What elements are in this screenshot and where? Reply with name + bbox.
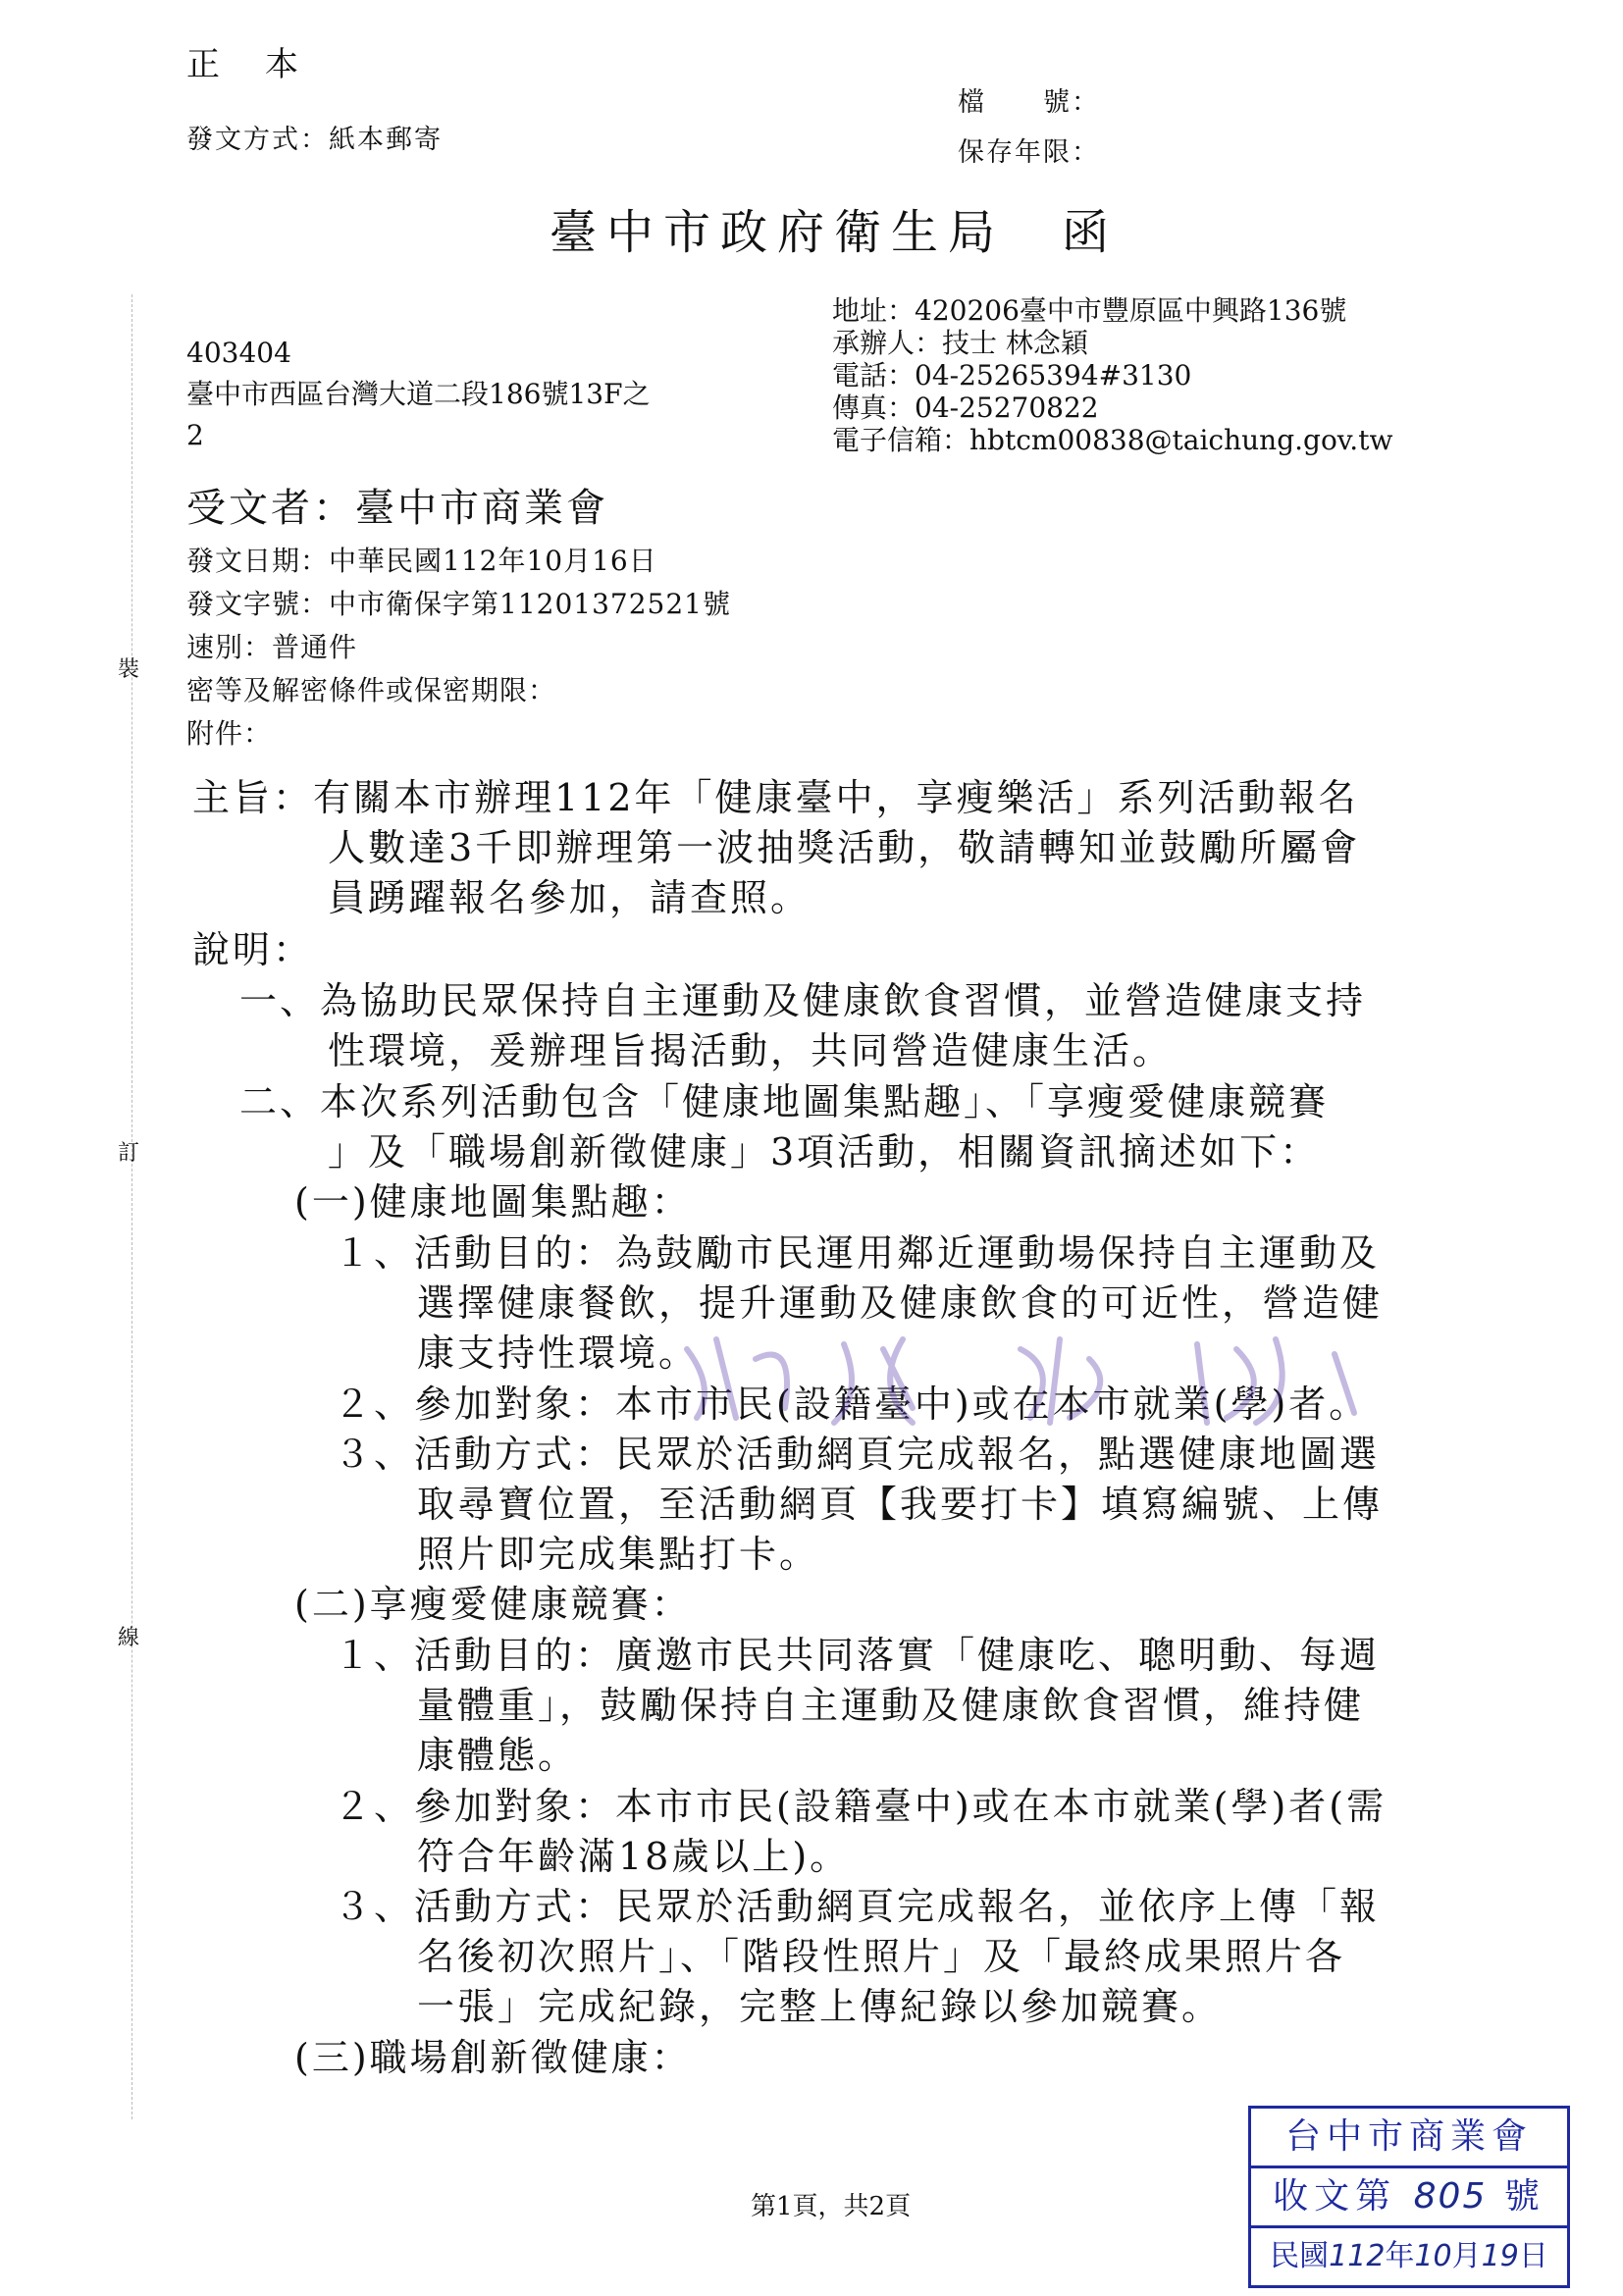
stamp-year: 112 (1329, 2239, 1386, 2273)
recipient-address-line2: 2 (186, 419, 204, 451)
stamp-day: 19 (1481, 2239, 1519, 2273)
subject-line-2: 人數達3千即辦理第一波抽獎活動，敬請轉知並鼓勵所屬會 (328, 826, 1361, 869)
receipt-stamp (1248, 2106, 1570, 2288)
recipient-address-line1: 臺中市西區台灣大道二段186號13F之 (186, 378, 651, 410)
stamp-receipt-prefix: 收文第 (1273, 2176, 1397, 2217)
section-2-item-2-line-1: ２、參加對象：本市市民(設籍臺中)或在本市就業(學)者(需 (334, 1785, 1387, 1828)
document-number: 發文字號：中市衛保字第11201372521號 (186, 588, 731, 620)
speed-class: 速別：普通件 (186, 631, 358, 663)
section-1-item-3-line-3: 照片即完成集點打卡。 (417, 1533, 820, 1576)
official-seal-impression (648, 1320, 1393, 1437)
section-1-item-1-line-3: 康支持性環境。 (417, 1331, 700, 1375)
section-2-item-1-line-3: 康體態。 (417, 1734, 579, 1777)
section-2-item-1-line-2: 量體重」，鼓勵保持自主運動及健康飲食習慣，維持健 (417, 1684, 1365, 1727)
section-2-item-3-line-3: 一張」完成紀錄，完整上傳紀錄以參加競賽。 (417, 1985, 1223, 2028)
binding-line (131, 294, 132, 2119)
dispatch-method: 發文方式：紙本郵寄 (186, 125, 443, 155)
stamp-receipt-number-row (1251, 2166, 1567, 2225)
section-2-item-2-line-2: 符合年齡滿18歲以上)。 (417, 1835, 851, 1878)
document-title: 臺中市政府衛生局 函 (550, 205, 1120, 260)
recipient: 受文者：臺中市商業會 (186, 486, 608, 531)
section-1-item-3-line-2: 取尋寶位置，至活動網頁【我要打卡】填寫編號、上傳 (417, 1483, 1384, 1526)
retention-label: 保存年限： (958, 137, 1100, 168)
explanation-2-line-2: 」及「職場創新徵健康」3項活動，相關資訊摘述如下： (328, 1130, 1321, 1174)
section-1-item-2-line-1: ２、參加對象：本市市民(設籍臺中)或在本市就業(學)者。 (334, 1383, 1370, 1426)
copy-label: 正 本 (186, 45, 304, 84)
recipient-postal-code: 403404 (186, 337, 291, 369)
handler: 承辦人：技士 林念穎 (832, 327, 1088, 359)
page-number: 第1頁，共2頁 (751, 2192, 912, 2221)
section-3-title: (三)職場創新徵健康： (294, 2036, 692, 2079)
stamp-date-prefix: 民國 (1270, 2239, 1330, 2273)
attachment: 附件： (186, 717, 273, 750)
stamp-month-suffix: 月 (1451, 2239, 1482, 2273)
stamp-day-suffix: 日 (1518, 2239, 1548, 2273)
subject-line-1: 主旨：有關本市辦理112年「健康臺中，享瘦樂活」系列活動報名 (192, 776, 1359, 819)
subject-line-3: 員踴躍報名參加，請查照。 (328, 876, 812, 919)
fax: 傳真：04-25270822 (832, 391, 1099, 424)
section-1-item-3-line-1: ３、活動方式：民眾於活動網頁完成報名，點選健康地圖選 (334, 1433, 1381, 1476)
stamp-receipt-suffix: 號 (1503, 2176, 1545, 2217)
section-2-title: (二)享瘦愛健康競賽： (294, 1583, 692, 1626)
secrecy-level: 密等及解密條件或保密期限： (186, 674, 557, 706)
binding-mark-bottom: 線 (118, 1626, 140, 1650)
sender-address: 地址：420206臺中市豐原區中興路136號 (832, 294, 1347, 327)
section-2-item-3-line-1: ３、活動方式：民眾於活動網頁完成報名，並依序上傳「報 (334, 1885, 1381, 1928)
email: 電子信箱：hbtcm00838@taichung.gov.tw (832, 424, 1393, 456)
section-2-item-3-line-2: 名後初次照片」、「階段性照片」及「最終成果照片各 (417, 1935, 1346, 1978)
stamp-receipt-number: 805 (1413, 2176, 1488, 2217)
explanation-heading: 說明： (192, 928, 314, 971)
stamp-year-suffix: 年 (1385, 2239, 1415, 2273)
stamp-organization: 台中市商業會 (1284, 2116, 1533, 2157)
section-2-item-1-line-1: １、活動目的：廣邀市民共同落實「健康吃、聰明動、每週 (334, 1634, 1381, 1677)
stamp-date-row (1251, 2225, 1567, 2285)
binding-mark-top: 裝 (118, 657, 140, 682)
issue-date: 發文日期：中華民國112年10月16日 (186, 545, 657, 577)
file-number-label: 檔 號： (958, 87, 1100, 118)
section-1-title: (一)健康地圖集點趣： (294, 1180, 692, 1224)
binding-mark-middle: 訂 (118, 1141, 140, 1166)
section-1-item-1-line-2: 選擇健康餐飲，提升運動及健康飲食的可近性，營造健 (417, 1281, 1384, 1325)
explanation-1-line-2: 性環境，爰辦理旨揭活動，共同營造健康生活。 (328, 1029, 1174, 1072)
stamp-month: 10 (1414, 2239, 1452, 2273)
explanation-2-line-1: 二、本次系列活動包含「健康地圖集點趣」、「享瘦愛健康競賽 (239, 1080, 1330, 1123)
phone: 電話：04-25265394#3130 (832, 359, 1192, 391)
explanation-1-line-1: 一、為協助民眾保持自主運動及健康飲食習慣，並營造健康支持 (239, 979, 1367, 1022)
section-1-item-1-line-1: １、活動目的：為鼓勵市民運用鄰近運動場保持自主運動及 (334, 1231, 1381, 1275)
